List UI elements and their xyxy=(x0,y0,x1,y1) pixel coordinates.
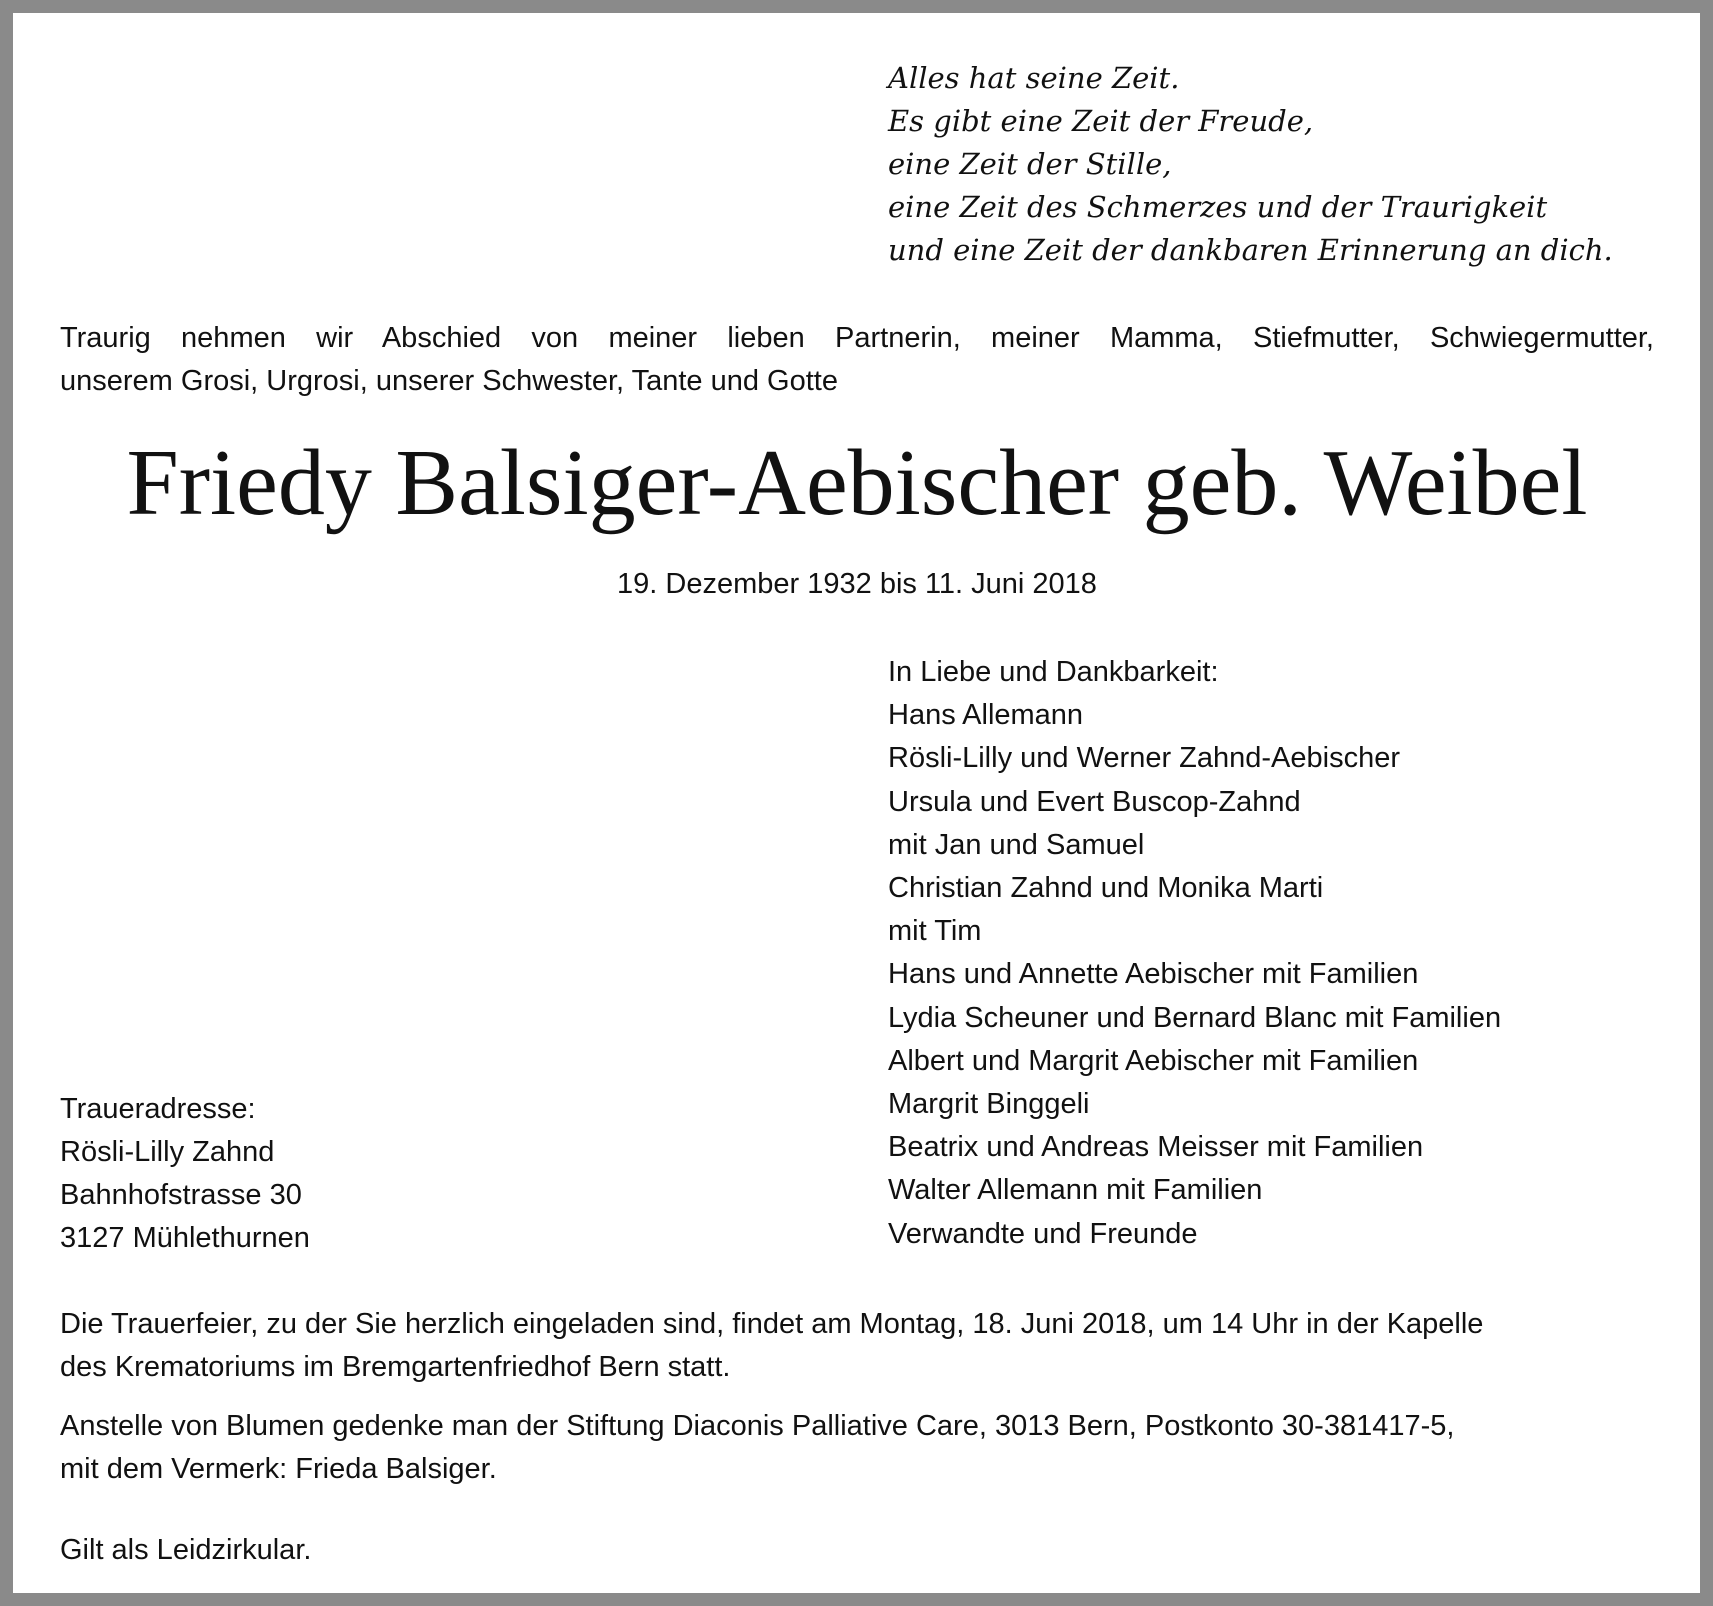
mourner-name: Verwandte und Freunde xyxy=(888,1217,1198,1250)
poem xyxy=(888,57,1613,272)
mourner-name: Margrit Binggeli xyxy=(888,1088,1090,1121)
mourners-heading: In Liebe und Dankbarkeit: xyxy=(888,656,1219,688)
mourner-name: Christian Zahnd und Monika Marti xyxy=(888,872,1324,905)
mourner-name: Walter Allemann mit Familien xyxy=(888,1174,1263,1207)
poem-line: Alles hat seine Zeit. xyxy=(888,61,1180,95)
service-line: des Krematoriums im Bremgartenfriedhof Bern statt. xyxy=(60,1351,731,1383)
circular-notice: Gilt als Leidzirkular. xyxy=(60,1534,312,1566)
mourner-name: Hans Allemann xyxy=(888,699,1084,732)
poem-line: eine Zeit der Stille, xyxy=(888,147,1172,181)
mourner-name: mit Jan und Samuel xyxy=(888,828,1145,861)
mourner-name: Ursula und Evert Buscop-Zahnd xyxy=(888,785,1301,818)
intro-line: unserem Grosi, Urgrosi, unserer Schwester, Tante und Gotte xyxy=(60,365,838,397)
donation-text xyxy=(60,1405,1654,1491)
mourners-list xyxy=(888,651,1501,1256)
poem-line: Es gibt eine Zeit der Freude, xyxy=(888,104,1314,138)
address-label: Traueradresse: xyxy=(60,1093,256,1125)
funeral-service-text xyxy=(60,1303,1654,1389)
intro-line: Traurig nehmen wir Abschied von meiner lieben Partnerin, meiner Mamma, Stiefmutter, Schwiegermutter, xyxy=(60,322,1654,354)
poem-line: und eine Zeit der dankbaren Erinnerung an dich. xyxy=(888,233,1613,267)
address-line: Bahnhofstrasse 30 xyxy=(60,1179,302,1211)
address-line: Rösli-Lilly Zahnd xyxy=(60,1136,275,1168)
donation-line: mit dem Vermerk: Frieda Balsiger. xyxy=(60,1453,497,1485)
mourner-name: Rösli-Lilly und Werner Zahnd-Aebischer xyxy=(888,742,1401,775)
mourner-name: Lydia Scheuner und Bernard Blanc mit Familien xyxy=(888,1001,1502,1034)
mourner-name: Albert und Margrit Aebischer mit Familien xyxy=(888,1044,1419,1077)
mourner-name: mit Tim xyxy=(888,915,982,948)
deceased-name: Friedy Balsiger-Aebischer geb. Weibel xyxy=(126,431,1588,535)
obituary-page xyxy=(13,13,1700,1593)
address-line: 3127 Mühlethurnen xyxy=(60,1222,310,1254)
intro-text xyxy=(60,317,1654,403)
donation-line: Anstelle von Blumen gedenke man der Stiftung Diaconis Palliative Care, 3013 Bern, Postkonto 30-381417-5, xyxy=(60,1410,1455,1442)
mourning-address xyxy=(60,1088,310,1260)
life-dates: 19. Dezember 1932 bis 11. Juni 2018 xyxy=(617,568,1097,600)
mourner-name: Beatrix und Andreas Meisser mit Familien xyxy=(888,1131,1424,1164)
mourner-name: Hans und Annette Aebischer mit Familien xyxy=(888,958,1419,991)
service-line: Die Trauerfeier, zu der Sie herzlich eingeladen sind, findet am Montag, 18. Juni 2018, um 14 Uhr in der Kapelle xyxy=(60,1308,1484,1340)
poem-line: eine Zeit des Schmerzes und der Traurigkeit xyxy=(888,190,1548,224)
